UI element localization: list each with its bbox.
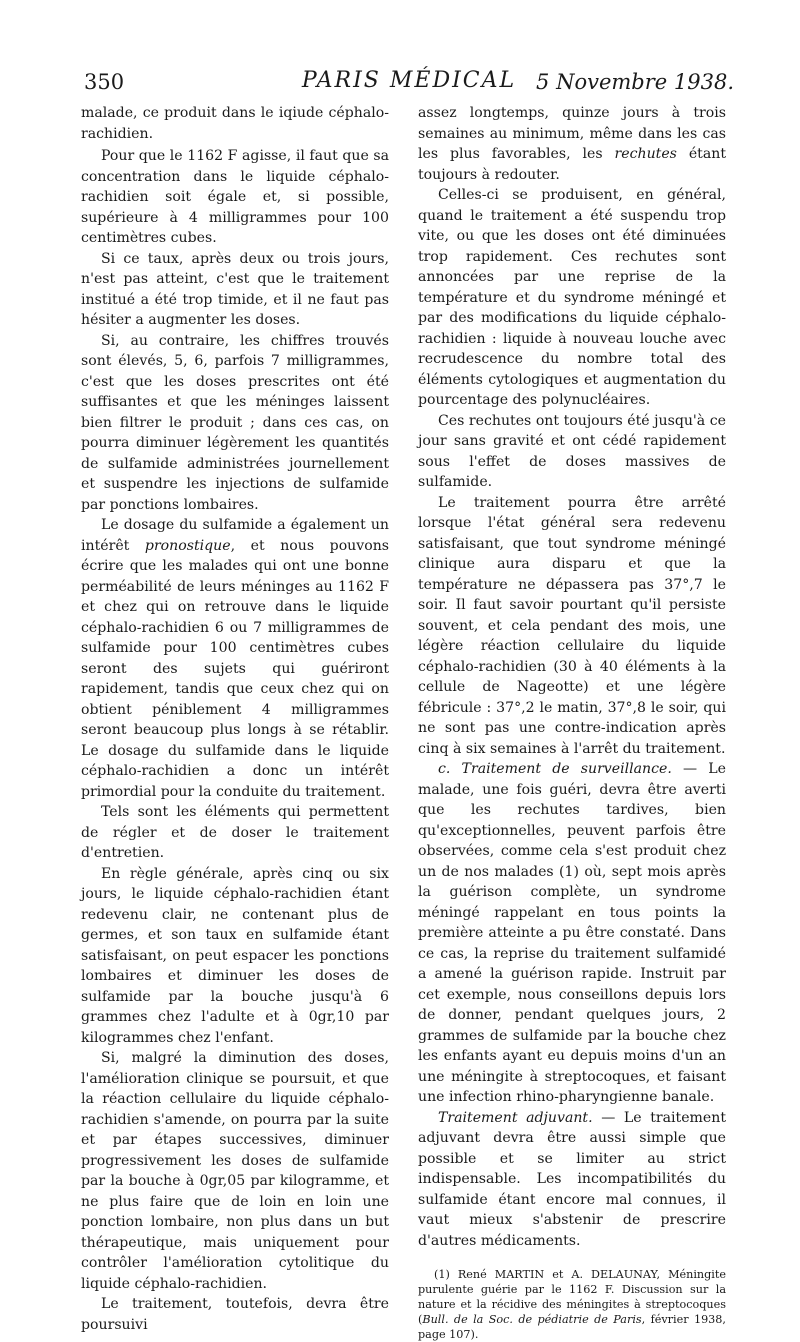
page-number: 350 xyxy=(84,70,125,94)
footnote xyxy=(418,1267,726,1342)
text-run: — Le traitement adjuvant devra être aussi simple que possible et se limiter au strict indispensable. Les incompatibilités du sulfamide étant encore mal connues, il vaut mieux s'abstenir de prescrire d'autres médicaments. xyxy=(418,1109,726,1249)
paragraph: malade, ce produit dans le iqiude céphalo-rachidien. xyxy=(81,105,389,142)
paragraph: En règle générale, après cinq ou six jours, le liquide céphalo-rachidien étant redevenu clair, ne contenant plus de germes, et son taux en sulfamide étant satisfaisant, on peut espacer les ponctions lombaires et diminuer les doses de sulfamide par la bouche jusqu'à 6 grammes chez l'adulte et à 0gr,10 par kilogrammes chez l'enfant. xyxy=(81,865,389,1046)
text-run: assez longtemps, quinze jours à trois semaines au minimum, même dans les cas les plus favorables, les xyxy=(418,105,726,162)
text-run: étant toujours à redouter. xyxy=(418,146,726,183)
text-run: , et nous pouvons écrire que les malades qui ont une bonne perméabilité de leurs méninges au 1162 F et chez qui on retrouve dans le liquide céphalo-rachidien 6 ou 7 milligrammes de sulfamide pour 100 centimètres cubes seront des sujets qui guériront rapidement, tandis que ceux chez qui on obtient péniblement 4 milligrammes seront beaucoup plus longs à se rétablir. Le dosage du sulfamide dans le liquide céphalo-rachidien a donc un intérêt primordial pour la conduite du traitement. xyxy=(81,537,390,800)
left-column xyxy=(81,103,389,1335)
paragraph: Celles-ci se produisent, en général, quand le traitement a été suspendu trop vite, ou que les doses ont été diminuées trop rapidement. Ces rechutes sont annoncées par une reprise de la température et du syndrome méningé et par des modifications du liquide céphalo-rachidien : liquide à nouveau louche avec recrudescence du nombre total des éléments cytologiques et augmentation du pourcentage des polynucléaires. xyxy=(418,187,726,408)
section-label: Traitement adjuvant. xyxy=(438,1109,593,1126)
paragraph: Ces rechutes ont toujours été jusqu'à ce jour sans gravité et ont cédé rapidement sous l'effet de doses massives de sulfamide. xyxy=(418,412,726,490)
emphasis-text: pronostique xyxy=(144,537,231,554)
paragraph: Tels sont les éléments qui permettent de régler et de doser le traitement d'entretien. xyxy=(81,804,389,861)
paragraph: Le traitement pourra être arrêté lorsque l'état général sera redevenu satisfaisant, que tout syndrome méningé clinique aura disparu et que la température ne dépassera pas 37°,7 le soir. Il faut savoir pourtant qu'il persiste souvent, et cela pendant des mois, une légère réaction cellulaire du liquide céphalo-rachidien (30 à 40 éléments à la cellule de Nageotte) et une légère fébricule : 37°,2 le matin, 37°,8 le soir, qui ne sont pas une contre-indication après cinq à six semaines à l'arrêt du traitement. xyxy=(418,494,726,757)
paragraph: Le traitement, toutefois, devra être poursuivi xyxy=(81,1296,389,1333)
issue-date: 5 Novembre 1938. xyxy=(536,70,734,94)
paragraph xyxy=(418,1108,726,1252)
text-run: (1) René MARTIN et A. DELAUNAY, Méningite purulente guérie par le 1162 F. Discussion sur la nature et la récidive des méningites à streptocoques ( xyxy=(418,1268,726,1326)
page-header xyxy=(84,68,734,100)
paragraph xyxy=(81,515,389,802)
paragraph: Si, au contraire, les chiffres trouvés sont élevés, 5, 6, parfois 7 milligrammes, c'est que les doses prescrites ont été suffisantes et que les méninges laissent bien filtrer le produit ; dans ces cas, on pourra diminuer légèrement les quantités de sulfamide administrées journellement et suspendre les injections de sulfamide par ponctions lombaires. xyxy=(81,332,389,513)
journal-title: PARIS MÉDICAL xyxy=(301,68,517,93)
text-run: , février 1938, page 107). xyxy=(418,1313,726,1341)
footnote-text xyxy=(418,1267,726,1342)
right-column xyxy=(418,103,726,1342)
emphasis-text: rechutes xyxy=(614,146,677,162)
section-label: c. Traitement de surveillance. xyxy=(438,761,672,777)
paragraph: Si, malgré la diminution des doses, l'amélioration clinique se poursuit, et que la réaction cellulaire du liquide céphalo-rachidien s'amende, on pourra par la suite et par étapes successives, diminuer progressivement les doses de sulfamide par la bouche à 0gr,05 par kilogramme, et ne plus faire que de loin en loin une ponction lombaire, non plus dans un but thérapeutique, mais uniquement pour contrôler l'amélioration cytolitique du liquide céphalo-rachidien. xyxy=(81,1050,389,1292)
emphasis-text: Bull. de la Soc. de pédiatrie de Paris xyxy=(422,1313,642,1326)
paragraph xyxy=(418,759,726,1108)
paragraph: Si ce taux, après deux ou trois jours, n'est pas atteint, c'est que le traitement institué a été trop timide, et il ne faut pas hésiter a augmenter les doses. xyxy=(81,250,389,328)
paragraph xyxy=(418,103,726,185)
text-run: Le dosage du sulfamide a également un intérêt xyxy=(81,517,389,554)
text-run: — Le malade, une fois guéri, devra être averti que les rechutes tardives, bien qu'exceptionnelles, peuvent parfois être observées, comme cela s'est produit chez un de nos malades (1) où, sept mois après la guérison complète, un syndrome méningé rappelant en tous points la première atteinte a pu être constaté. Dans ce cas, la reprise du traitement sulfamidé a amené la guérison rapide. Instruit par cet exemple, nous conseillons depuis lors de donner, pendant quelques jours, 2 grammes de sulfamide par la bouche chez les enfants ayant eu depuis moins d'un an une méningite à streptocoques, et faisant une infection rhino-pharyngienne banale. xyxy=(418,761,726,1105)
paragraph: Pour que le 1162 F agisse, il faut que sa concentration dans le liquide céphalo-rachidien soit égale et, si possible, supérieure à 4 milligrammes pour 100 centimètres cubes. xyxy=(81,148,389,246)
